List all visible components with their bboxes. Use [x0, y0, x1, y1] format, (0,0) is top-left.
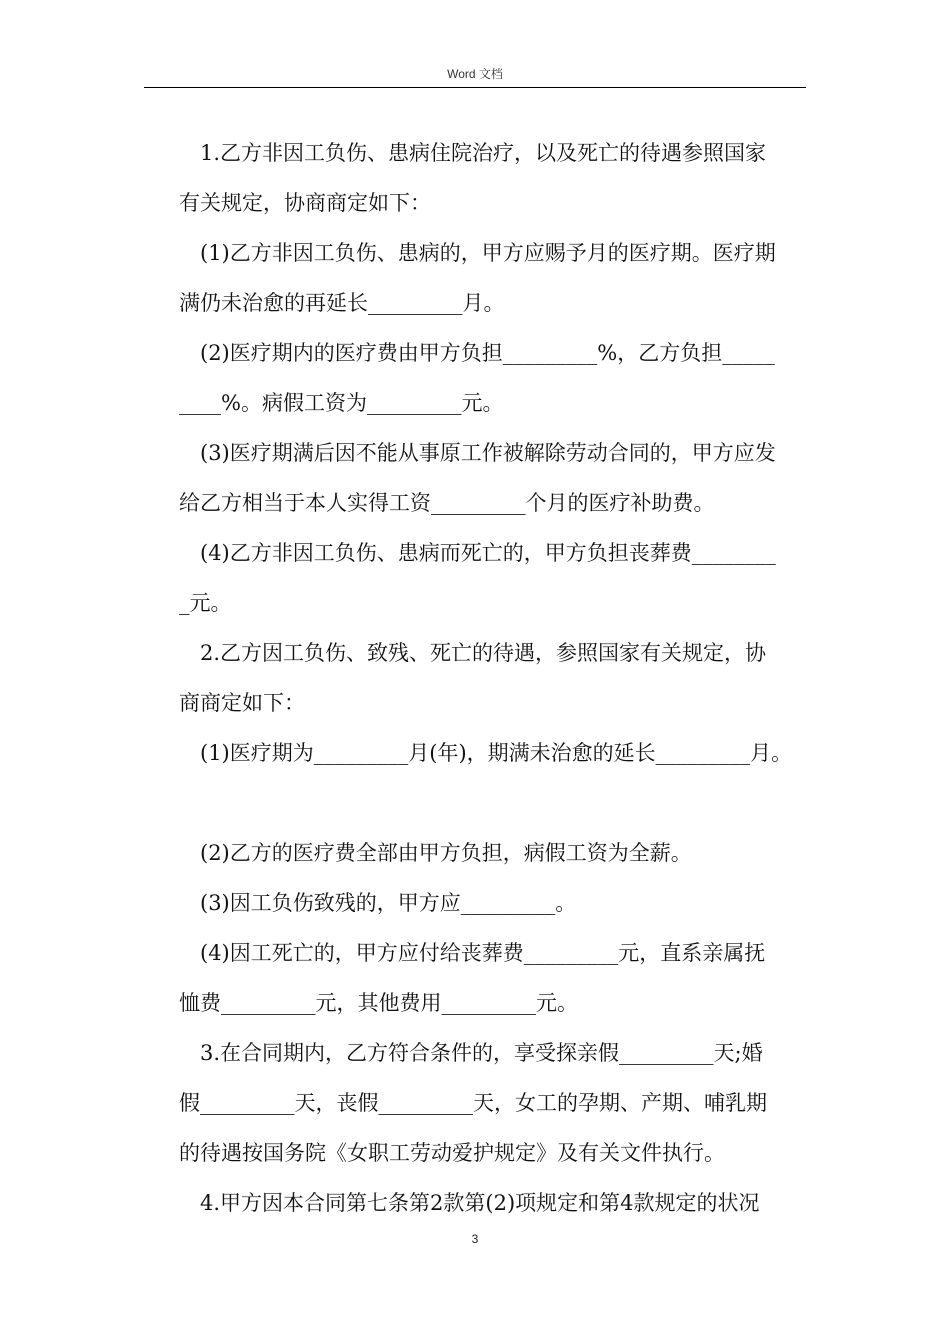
paragraph-line: (4)因工死亡的，甲方应付给丧葬费_________元，直系亲属抚 — [200, 941, 766, 965]
paragraph-line: 2.乙方因工负伤、致残、死亡的待遇，参照国家有关规定，协 — [200, 641, 767, 665]
document-header-title: Word 文档 — [447, 67, 503, 81]
paragraph-line: (2)医疗期内的医疗费由甲方负担_________%，乙方负担_____ — [200, 341, 775, 365]
page-number: 3 — [471, 1232, 479, 1246]
paragraph-line: 的待遇按国务院《女职工劳动爱护规定》及有关文件执行。 — [179, 1141, 725, 1165]
paragraph-line: 满仍未治愈的再延长_________月。 — [179, 291, 505, 315]
header-divider — [144, 87, 806, 88]
paragraph-line: 3.在合同期内，乙方符合条件的，享受探亲假_________天;婚 — [200, 1041, 763, 1065]
paragraph-line: (2)乙方的医疗费全部由甲方负担，病假工资为全薪。 — [200, 841, 692, 865]
paragraph-line: (3)医疗期满后因不能从事原工作被解除劳动合同的，甲方应发 — [200, 441, 776, 465]
paragraph-line: _元。 — [179, 591, 232, 615]
paragraph-line: 商商定如下： — [179, 691, 305, 715]
paragraph-line: (1)乙方非因工负伤、患病的，甲方应赐予月的医疗期。医疗期 — [200, 241, 776, 265]
paragraph-line: 给乙方相当于本人实得工资_________个月的医疗补助费。 — [179, 491, 715, 515]
blank-line — [179, 778, 805, 828]
paragraph-line: 有关规定，协商商定如下： — [179, 191, 431, 215]
paragraph-line: ____%。病假工资为_________元。 — [179, 391, 504, 415]
paragraph-line: 恤费_________元，其他费用_________元。 — [179, 991, 578, 1015]
paragraph-line: (4)乙方非因工负伤、患病而死亡的，甲方负担丧葬费________ — [200, 541, 776, 565]
paragraph-line: 假_________天，丧假_________天，女工的孕期、产期、哺乳期 — [179, 1091, 767, 1115]
paragraph-line: (1)医疗期为_________月(年)，期满未治愈的延长_________月。 — [200, 741, 793, 765]
paragraph-line: (3)因工负伤致残的，甲方应_________。 — [200, 891, 577, 915]
document-body — [179, 128, 805, 1228]
paragraph-line: 1.乙方非因工负伤、患病住院治疗，以及死亡的待遇参照国家 — [200, 141, 767, 165]
paragraph-line: 4.甲方因本合同第七条第2款第(2)项规定和第4款规定的状况 — [200, 1191, 760, 1215]
